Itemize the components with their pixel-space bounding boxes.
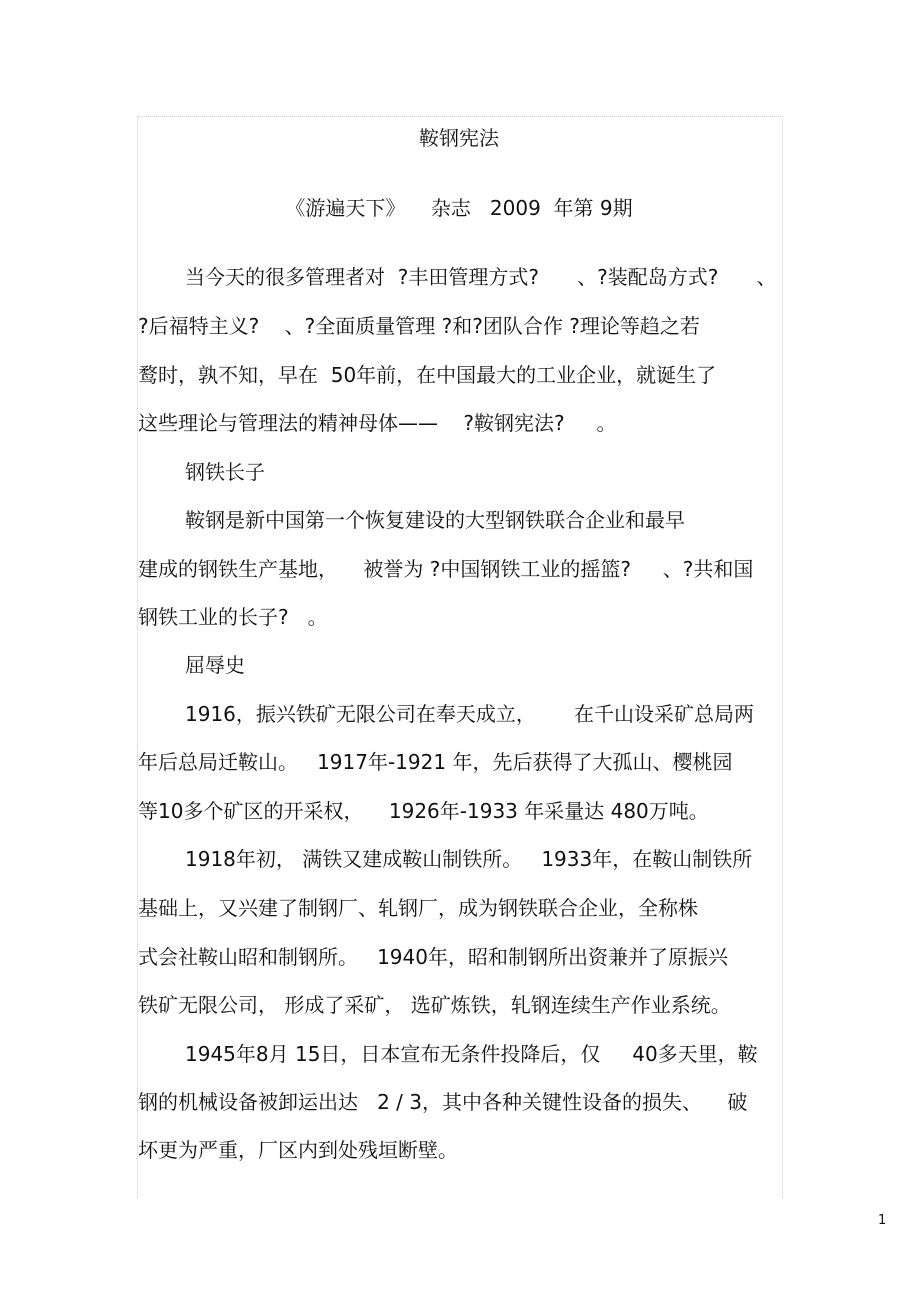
text-line: 这些理论与管理法的精神母体—— ?鞍钢宪法? 。 [138, 411, 617, 435]
text-line: 1918年初， 满铁又建成鞍山制铁所。 1933年，在鞍山制铁所 [185, 847, 753, 871]
text-line: ?后福特主义? 、?全面质量管理 ?和?团队合作 ?理论等趋之若 [138, 314, 700, 338]
text-line: 铁矿无限公司， 形成了采矿， 选矿炼铁，轧钢连续生产作业系统。 [138, 993, 731, 1017]
text-line: 钢铁长子 [185, 460, 265, 484]
text-line: 屈辱史 [185, 653, 245, 677]
text-line: 钢的机械设备被卸运出达 2 / 3，其中各种关键性设备的损失、 破 [138, 1090, 748, 1114]
page-number: 1 [878, 1213, 887, 1228]
text-line: 式会社鞍山昭和制钢所。 1940年，昭和制钢所出资兼并了原振兴 [138, 945, 728, 969]
text-line: 坏更为严重，厂区内到处残垣断壁。 [138, 1138, 458, 1162]
text-line: 基础上，又兴建了制钢厂、轧钢厂，成为钢铁联合企业，全称株 [138, 896, 698, 920]
text-line: 鹜时，孰不知，早在 50年前，在中国最大的工业企业，就诞生了 [138, 363, 717, 387]
text-line: 鞍钢是新中国第一个恢复建设的大型钢铁联合企业和最早 [185, 508, 685, 532]
text-line: 1945年8月 15日，日本宣布无条件投降后，仅 40多天里，鞍 [185, 1042, 758, 1066]
document-source: 《游遍天下》 杂志 2009 年第 9期 [285, 196, 633, 220]
text-line: 等10多个矿区的开采权， 1926年-1933 年采量达 480万吨。 [138, 799, 709, 823]
text-line: 建成的钢铁生产基地， 被誉为 ?中国钢铁工业的摇篮? 、?共和国 [138, 557, 754, 581]
text-line: 钢铁工业的长子? 。 [138, 605, 328, 629]
text-line: 当今天的很多管理者对 ?丰田管理方式? 、?装配岛方式? 、 [185, 265, 777, 289]
document-title: 鞍钢宪法 [419, 126, 499, 150]
text-line: 年后总局迁鞍山。 1917年-1921 年，先后获得了大孤山、樱桃园 [138, 750, 733, 774]
text-line: 1916，振兴铁矿无限公司在奉天成立， 在千山设采矿总局两 [185, 702, 755, 726]
